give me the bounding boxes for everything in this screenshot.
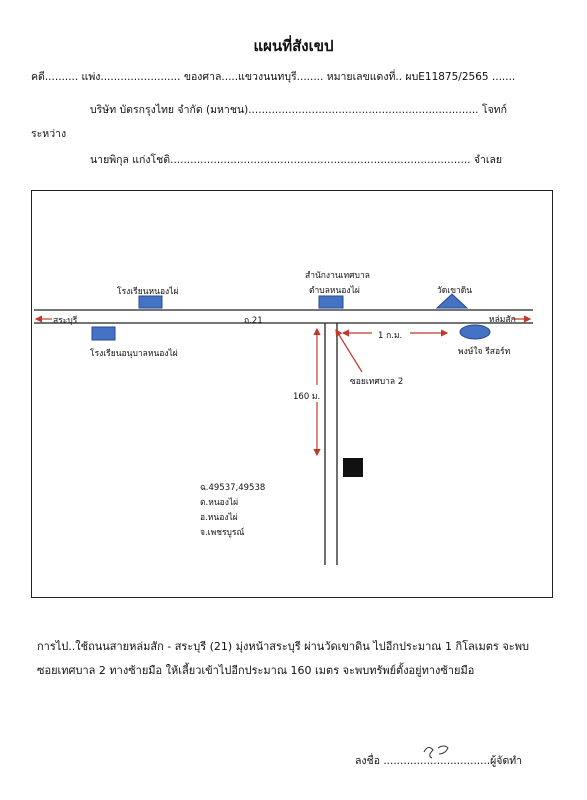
road-label: ถ.21 [244, 316, 263, 326]
distance-1km-label: 1 ก.ม. [378, 331, 403, 341]
school-north-label: โรงเรียนหนองไผ่ [117, 287, 179, 297]
case-line: คดี.......... แพ่ง........................ ของศาล.....แขวงนนทบุรี........ หมายเลขแดงที่.. ผบE11875/2565 ....... [31, 71, 516, 83]
resort-label: พงษ์ใจ รีสอร์ท [458, 347, 511, 357]
parcel-tambon: ต.หนองไผ่ [200, 498, 239, 508]
soi-pointer-arrow [336, 330, 362, 372]
parcel-province: จ.เพชรบูรณ์ [200, 528, 245, 538]
resort-marker [460, 325, 490, 339]
right-direction-label: หล่มสัก [489, 315, 516, 325]
office-label-line1: สำนักงานเทศบาล [305, 271, 370, 281]
soi-label: ซอยเทศบาล 2 [350, 377, 404, 387]
school-south-label: โรงเรียนอนุบาลหนองไผ่ [90, 349, 178, 359]
between-label: ระหว่าง [31, 128, 67, 140]
directions-line1: การไป..ใช้ถนนสายหล่มสัก - สระบุรี (21) มุ่งหน้าสระบุรี ผ่านวัดเขาดิน ไปอีกประมาณ 1 กิโลเมตร จะพบ [37, 640, 529, 653]
page-title: แผนที่สังเขป [253, 37, 334, 55]
distance-160m-label: 160 ม. [293, 392, 321, 402]
plaintiff-line: บริษัท บัตรกรุงไทย จำกัด (มหาชน)..................................................................... โจทก์ [90, 104, 507, 116]
school-south-marker [92, 327, 115, 340]
signature-line: ลงชื่อ ................................ผู้จัดทำ [355, 755, 523, 767]
parcel-amphoe: อ.หนองไผ่ [200, 513, 238, 523]
directions-line2: ซอยเทศบาล 2 ทางซ้ายมือ ให้เลี้ยวเข้าไปอีกประมาณ 160 เมตร จะพบทรัพย์ตั้งอยู่ทางซ้ายมือ [37, 664, 475, 677]
defendant-line: นายพิกุล แก่งโชติ.......................................................................................... จำเลย [90, 154, 503, 166]
parcel-deed: ฉ.49537,49538 [200, 483, 266, 493]
left-direction-label: สระบุรี [53, 316, 78, 326]
office-marker [319, 296, 343, 308]
property-marker [343, 458, 363, 477]
office-label-line2: ตำบลหนองไผ่ [309, 286, 360, 296]
temple-label: วัดเขาดิน [437, 286, 473, 296]
